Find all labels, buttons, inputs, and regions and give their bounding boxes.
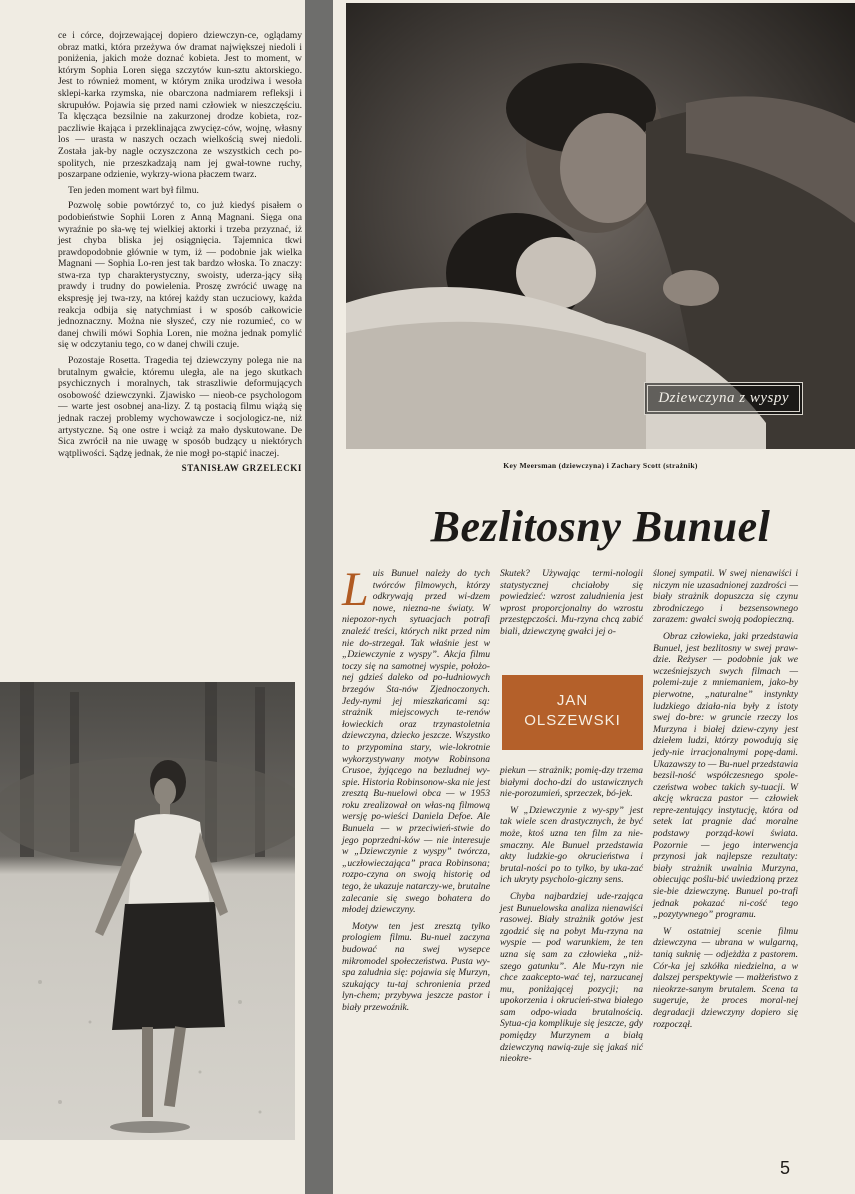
article-col3-paragraph-3: W ostatniej scenie filmu dziewczyna — ubrana w wulgarną, tanią suknię — odjeżdża z pastorem. Cór-ka jej szkółka niedzielna, a w dalszej perspektywie — małżeństwo z nieokrze-sanym brutalem. Scena ta sugeruje, że proces moral-nej degradacji dziewczyny dopiero się rozpoczął. xyxy=(653,925,798,1030)
article-intro-text: uis Bunuel należy do tych twórców filmowych, którzy odkrywają przed wi-dzem nowe, niezna-ne światy. W niepozor-nych sytuacjach potrafi znaleźć treści, których nikt przed nim nie do-strzegał. Tak właśnie jest w „Dziewczynie z wyspy”. Akcja filmu toczy się na samotnej wyspie, położo-nej gdzieś daleko od po-łudniowych brzegów Sta-nów Zjednoczonych. Jedy-nymi jej mieszkańcami są: strażnik miejscowych te-renów łowieckich oraz trzynastoletnia dziewczyna, dziecko jeszcze. Wszystko to przypomina stary, wie-lokrotnie wykorzystywany motyw Robinsona Crusoe, żyjącego na bezludnej wy-spie. Historia Robinsonow-ska nie jest zresztą Bu-nuelowi obca — w 1953 roku zrealizował on włas-ną filmową wersję po-wieści Daniela Defoe. Ale Bunuela — w przeciwień-stwie do jego poprzedni-ków — nie interesuje w „Dziewczynie z wyspy” twórcza, „uczłowieczająca” praca Robinsona; rozpo-czyna on swoją historię od tego, że ukazuje natarczy-we, brutalne zalecanie się swego bohatera do młodej dziewczyny. xyxy=(342,568,490,916)
author-first-name: JAN xyxy=(556,692,589,709)
article-column-2-top xyxy=(500,568,643,643)
photo-film-still xyxy=(346,3,855,449)
film-title-badge xyxy=(644,382,803,415)
article-col2-paragraph-1: piekun — strażnik; pomię-dzy trzema białymi docho-dzi do ustawicznych nie-porozumień, sprzeczek, bó-jek. xyxy=(500,765,643,800)
article-col2-top-text: Skutek? Używając termi-nologii statystycznej chciałoby się powiedzieć: wzrost zaludnienia jest wprost proporcjonalny do wzrostu przestępczości. Mu-rzyna chcą zabić biali, dziewczynę gwałci jej o- xyxy=(500,568,643,637)
author-box xyxy=(502,675,643,750)
article-column-3 xyxy=(653,568,798,1035)
drop-cap: L xyxy=(342,563,369,616)
page-number: 5 xyxy=(779,1158,790,1178)
article-col2-paragraph-3: Chyba najbardziej ude-rzająca jest Bunuelowska analiza nienawiści rasowej. Biały strażnik gotów jest zgodzić się na pobyt Mu-rzyna na wyspie — pod warunkiem, że ten uzna się sam za człowieka „niż-szego gatunku”. Ale Mu-rzyn nie chce zaakcepto-wać tej, narzucanej mu, poniżającej pozycji; na upokorzenia i okrucień-stwa białego sam odpo-wiada brutalnością. Sytua-cja komplikuje się jeszcze, gdy pomiędzy Murzynem a białą dziewczyną nawią-zuje się jakaś nić nieokre- xyxy=(500,890,643,1065)
article-col2-paragraph-2: W „Dziewczynie z wy-spy” jest tak wiele scen drastycznych, że być może, ktoś uzna ten film za nie-smaczny. Ale Bunuel przedstawia akty ludzkie-go okrucieństwa i brutal-ności po to tylko, by uka-zać ich ukryty psycholo-giczny sens. xyxy=(500,804,643,886)
author-signature: STANISŁAW GRZELECKI xyxy=(181,463,302,474)
gutter-strip xyxy=(305,0,333,1194)
author-last-name: OLSZEWSKI xyxy=(524,712,621,729)
photo-woman-walking-illustration xyxy=(0,682,295,1140)
left-paragraph-1: ce i córce, dojrzewającej dopiero dziewczyn-ce, oglądamy obraz matki, która przeżywa ów dramat największej niedoli i poniżenia, jakich może doznać kobieta. Jest to moment, w którym Sophia Loren sięga szczytów kun-sztu aktorskiego. Jest to również moment, w którym znika urodziwa i wesoła sklepi-karka rzymska, nie obarczona nadmiarem refleksji i skrupułów. Pojawia się przed nami człowiek w nieszczęściu. Ta klęcząca bezsilnie na zakurzonej drodze kobieta, roz-paczliwie łkająca i przeklinająca zwycięz-ców, wojnę, własny los — urasta w naszych oczach wielkością swej niedoli. Została jak-by nagle oczyszczona ze wszystkich cech po-spolitych, nie przeszkadzają nam jej gwał-towne ruchy, poszarpane odzienie, wykrzy-wiona płaczem twarz. xyxy=(58,30,302,181)
article-headline: Bezlitosny Bunuel xyxy=(430,502,771,551)
article-column-1 xyxy=(342,563,490,1019)
article-col1-paragraph-2: Motyw ten jest zresztą tylko prologiem filmu. Bu-nuel zaczyna budować na swej wysepce mikromodel społeczeństwa. Pusta wy-spa zaludnia się: pojawia się Murzyn, szukający tu-taj schronienia przed lyn-chem; przybywa jeszcze pastor i biały przewoźnik. xyxy=(342,920,490,1013)
photo-caption: Key Meersman (dziewczyna) i Zachary Scott (strażnik) xyxy=(503,461,698,470)
article-column-2 xyxy=(500,765,643,1070)
left-paragraph-3: Pozwolę sobie powtórzyć to, co już kiedyś pisałem o podobieństwie Sophii Loren z Anną Magnani. Sięga ona wyraźnie po sła-wę tej wielkiej aktorki i trzeba przyznać, iż jest chyba bliska jej osiągnięcia. Tajemnica tkwi prawdopodobnie głównie w tym, iż — podobnie jak wielka Magnani — Sophia Lo-ren jest tak bardzo włoska. To znaczy: stwa-rza typ charakterystyczny, swoisty, uderza-jący siłą prawdy i trudny do powielenia. Proszę zwrócić uwagę na ekspresję jej twa-rzy, na której każdy stan uczuciowy, każda reakcja odbija się natychmiast i w sposób całkowicie jednoznaczny. Można nie słyszeć, czy nie rozumieć, co w danej chwili mówi Sophia Loren, nie można jednak pomylić się w odczytaniu tego, co w danej chwili czuje. xyxy=(58,200,302,351)
review-continuation-column xyxy=(58,30,302,475)
article-col3-paragraph-1: ślonej sympatii. W swej nienawiści i niczym nie uzasadnionej zazdrości — biały strażnik dopuszcza się czynu zbrodniczego i bezsensownego zarazem: gwałci swoją podopieczną. xyxy=(653,568,798,626)
left-paragraph-4: Pozostaje Rosetta. Tragedia tej dziewczyny polega nie na brutalnym gwałcie, któremu uległa, ale na jego skutkach psychicznych i moralnych, tak straszliwie deformujących osobowość dziewczynki. Zjawisko — nieob-ce psychologom — warte jest osobnej ana-lizy. Z tą postacią filmu wiążą się jednak raczej problemy wychowawcze i socjologicz-ne, niż artystyczne. Są one ostre i wciąż za mało dyskutowane. De Sica zwrócił na nie uwagę w sposób budzący u niektórych wątpliwości. Sądzę jednak, że nie mogł po-stąpić inaczej. xyxy=(58,355,302,459)
article-col3-paragraph-2: Obraz człowieka, jaki przedstawia Bunuel, jest bezlitosny w swej praw-dzie. Reżyser — podobnie jak we wcześniejszych swych filmach — polemi-zuje z mniemaniem, jako-by pierwotne, „naturalne” instynkty ludzkiego działa-nia były z istoty swej do-bre: w gruncie rzeczy los Murzyna i białej dziew-czyny jest dziełem ludzi, którzy powodują się jedy-nie irracjonalnymi popę-dami. Ukazawszy to — Bu-nuel przedstawia bezsil-ność współczesnego spole-czeństwa wobec takich sy-tuacji. W akcję wkracza pastor — człowiek repre-zentujący instytucję, która od setek lat pragnie dać moralne podstawy porząd-kowi świata. Pozornie — jego interwencja przynosi jak najlepsze rezultaty: biały strażnik uwalnia Murzyna, obiecując poślu-bić uwiedzioną przez sie-bie dziewczynę. Bunuel po-trafi jednak pokazać ni-cość tego „pozytywnego” programu. xyxy=(653,630,798,921)
left-paragraph-2: Ten jeden moment wart był filmu. xyxy=(68,184,199,196)
photo-woman-walking xyxy=(0,682,295,1140)
film-title-badge-text: Dziewczyna z wyspy xyxy=(647,385,800,412)
article-intro-paragraph xyxy=(342,563,490,916)
